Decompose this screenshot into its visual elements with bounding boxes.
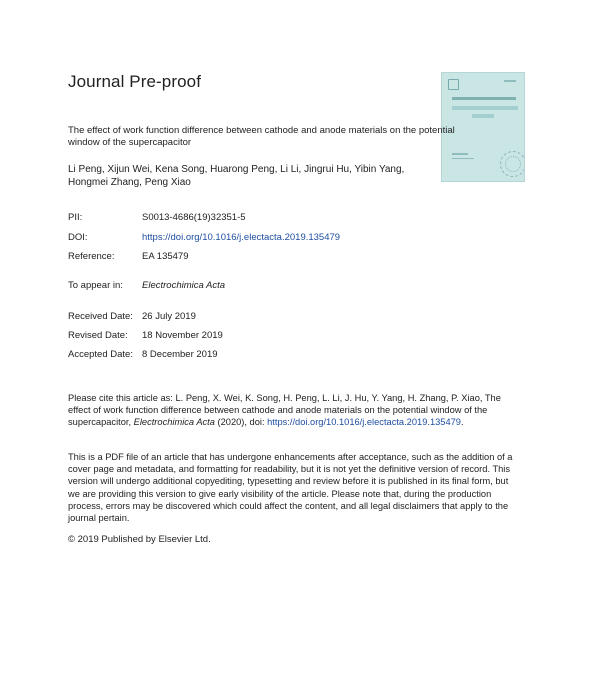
doi-label: DOI: [68, 232, 88, 243]
cover-decoration [472, 114, 494, 118]
accepted-label: Accepted Date: [68, 349, 133, 360]
reference-value: EA 135479 [142, 251, 189, 262]
journal-preproof-heading: Journal Pre-proof [68, 72, 202, 91]
notice-paragraph: This is a PDF file of an article that has undergone enhancements after acceptance, such as the addition of a cover page and metadata, and formatting for readability, but it is not yet the definitive version of record. This version will undergo additional copyediting, typesetting and review before it is published in its final form, but we are providing this version to give early visibility of the article. Please note that, during the production process, errors may be discovered which could affect the content, and all legal disclaimers that apply to the journal pertain. [68, 452, 513, 524]
citation-text: Please cite this article as: L. Peng, X. Wei, K. Song, H. Peng, L. Li, J. Hu, Y. Yang, H. Zhang, P. Xiao, The effect of work function difference between cathode and anode materials on the potential window of the supercapacitor, [68, 393, 501, 428]
cover-decoration [452, 97, 516, 100]
citation-journal: Electrochimica Acta [133, 417, 215, 428]
received-label: Received Date: [68, 311, 133, 322]
cover-decoration [452, 106, 518, 110]
doi-link[interactable]: https://doi.org/10.1016/j.electacta.2019.135479 [142, 232, 341, 243]
citation-middle: (2020), doi: [214, 417, 268, 428]
appear-label: To appear in: [68, 280, 123, 291]
accepted-value: 8 December 2019 [142, 349, 218, 360]
citation-paragraph [68, 392, 518, 429]
revised-value: 18 November 2019 [142, 330, 223, 341]
journal-name: Electrochimica Acta [142, 280, 226, 291]
citation-suffix: . [460, 417, 464, 428]
revised-label: Revised Date: [68, 330, 128, 341]
cover-decoration [452, 158, 474, 159]
cover-decoration [504, 80, 516, 82]
reference-label: Reference: [68, 251, 115, 262]
copyright-notice: © 2019 Published by Elsevier Ltd. [68, 534, 211, 545]
pii-value: S0013-4686(19)32351-5 [142, 212, 246, 223]
pii-label: PII: [68, 212, 83, 223]
citation-doi-link[interactable]: https://doi.org/10.1016/j.electacta.2019.135479 [267, 417, 461, 428]
publisher-logo-icon [448, 79, 459, 90]
cover-decoration [452, 153, 468, 155]
article-title: The effect of work function difference between cathode and anode materials on the potential window of the supercapacitor [68, 125, 455, 148]
article-authors: Li Peng, Xijun Wei, Kena Song, Huarong Peng, Li Li, Jingrui Hu, Yibin Yang, Hongmei Zhang, Peng Xiao [68, 164, 405, 188]
received-value: 26 July 2019 [142, 311, 196, 322]
cover-graphic-icon [505, 156, 521, 172]
